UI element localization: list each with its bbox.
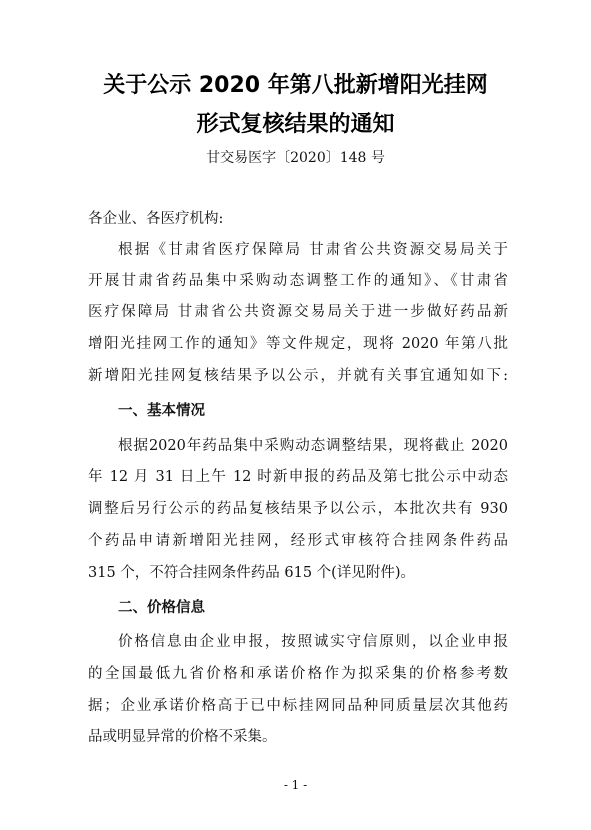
section1-line: 调整后另行公示的药品复核结果予以公示，本批次共有 930 [88, 501, 508, 517]
salutation: 各企业、各医疗机构: [88, 211, 224, 227]
section1-line: 根据2020年药品集中采购动态调整结果，现将截止 2020 [118, 438, 508, 454]
section-heading-price-info: 二、价格信息 [118, 600, 205, 616]
intro-line: 根据《甘肃省医疗保障局 甘肃省公共资源交易局关于 [118, 242, 508, 258]
section1-line: 个药品申请新增阳光挂网，经形式审核符合挂网条件药品 [88, 533, 508, 549]
section1-line: 年 12 月 31 日上午 12 时新申报的药品及第七批公示中动态 [88, 469, 508, 485]
document-number: 甘交易医字〔2020〕148 号 [206, 150, 385, 166]
section1-line: 315 个，不符合挂网条件药品 615 个(详见附件)。 [88, 565, 415, 581]
document-title-line-2: 形式复核结果的通知 [196, 112, 395, 137]
section2-line: 价格信息由企业申报，按照诚实守信原则，以企业申报 [118, 634, 508, 650]
section2-line: 的全国最低九省价格和承诺价格作为拟采集的价格参考数 [88, 666, 508, 682]
intro-line: 开展甘肃省药品集中采购动态调整工作的通知》、《甘肃省 [88, 273, 508, 289]
document-title-line-1: 关于公示 2020 年第八批新增阳光挂网 [103, 73, 488, 98]
intro-line: 增阳光挂网工作的通知》等文件规定，现将 2020 年第八批 [88, 336, 508, 352]
section2-line: 据；企业承诺价格高于已中标挂网同品种同质量层次其他药 [88, 698, 508, 714]
section-heading-basic-info: 一、基本情况 [118, 403, 205, 419]
intro-line: 医疗保障局 甘肃省公共资源交易局关于进一步做好药品新 [88, 304, 508, 320]
section2-line: 品或明显异常的价格不采集。 [88, 729, 277, 745]
page-number: - 1 - [283, 778, 308, 792]
intro-line: 新增阳光挂网复核结果予以公示，并就有关事宜通知如下: [88, 368, 508, 384]
